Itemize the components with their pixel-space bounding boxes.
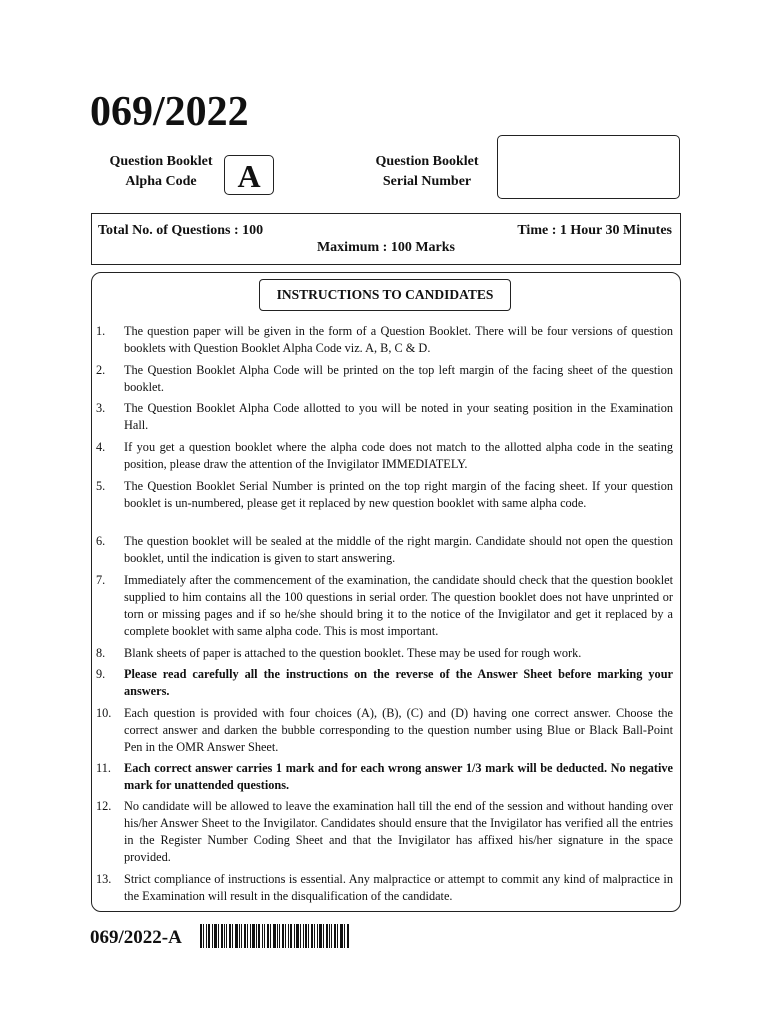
- instruction-number: 10.: [96, 706, 112, 720]
- instruction-item: [96, 645, 673, 662]
- instruction-item: [96, 572, 673, 640]
- alpha-code-box: A: [224, 155, 274, 195]
- instruction-number: 11.: [96, 761, 111, 775]
- instruction-text: The Question Booklet Serial Number is printed on the top right margin of the facing sheet. If your question booklet is un-numbered, please get it replaced by new question booklet with same alpha code.: [124, 479, 673, 510]
- maximum-marks: Maximum : 100 Marks: [316, 240, 456, 255]
- instruction-text: Please read carefully all the instructions on the reverse of the Answer Sheet before marking your answers.: [124, 667, 673, 698]
- instruction-item: [96, 760, 673, 794]
- instructions-heading: INSTRUCTIONS TO CANDIDATES: [259, 279, 511, 311]
- serial-number-box: [497, 135, 680, 199]
- barcode: [200, 924, 350, 948]
- serial-number-label: [364, 152, 490, 192]
- footer-paper-code: 069/2022-A: [90, 927, 182, 948]
- instruction-number: 12.: [96, 799, 112, 813]
- alpha-code-label: [100, 152, 222, 192]
- alpha-code-label-line2: Alpha Code: [125, 174, 197, 189]
- serial-label-line1: Question Booklet: [375, 154, 479, 169]
- instruction-text: Each question is provided with four choices (A), (B), (C) and (D) having one correct answer. Choose the correct answer and darken the bubble corresponding to the question number using Blue or Black Ball-Point Pen in the OMR Answer Sheet.: [124, 706, 673, 754]
- exam-info-box: [91, 213, 681, 265]
- instruction-number: 1.: [96, 324, 106, 338]
- instruction-item: [96, 439, 673, 473]
- instruction-number: 6.: [96, 534, 106, 548]
- instruction-item: [96, 705, 673, 756]
- instruction-text: If you get a question booklet where the alpha code does not match to the allotted alpha code in the seating position, please draw the attention of the Invigilator IMMEDIATELY.: [124, 440, 673, 471]
- instruction-item: [96, 871, 673, 905]
- instruction-text: The question paper will be given in the form of a Question Booklet. There will be four versions of question booklets with Question Booklet Alpha Code viz. A, B, C & D.: [124, 324, 673, 355]
- instruction-number: 5.: [96, 479, 106, 493]
- instruction-text: The Question Booklet Alpha Code allotted to you will be noted in your seating position in the Examination Hall.: [124, 401, 673, 432]
- instruction-item: [96, 362, 673, 396]
- instruction-text: Blank sheets of paper is attached to the question booklet. These may be used for rough work.: [124, 646, 582, 660]
- instruction-number: 9.: [96, 667, 106, 681]
- instruction-number: 8.: [96, 646, 106, 660]
- instruction-text: The question booklet will be sealed at the middle of the right margin. Candidate should not open the question booklet, until the indication is given to start answering.: [124, 534, 673, 565]
- total-questions: Total No. of Questions : 100: [98, 223, 264, 238]
- instruction-item: [96, 533, 673, 567]
- time-allowed: Time : 1 Hour 30 Minutes: [517, 223, 672, 238]
- instruction-text: The Question Booklet Alpha Code will be printed on the top left margin of the facing sheet of the question booklet.: [124, 363, 673, 394]
- instruction-number: 4.: [96, 440, 106, 454]
- instruction-number: 3.: [96, 401, 106, 415]
- instruction-text: Each correct answer carries 1 mark and for each wrong answer 1/3 mark will be deducted. No negative mark for unattended questions.: [124, 761, 673, 792]
- alpha-code-label-line1: Question Booklet: [109, 154, 213, 169]
- instruction-text: Immediately after the commencement of the examination, the candidate should check that the question booklet supplied to him contains all the 100 questions in serial order. The question booklet does not have unprinted or torn or missing pages and if so he/she should bring it to the notice of the Invigilator and get it replaced by a complete booklet with same alpha code. This is most important.: [124, 573, 673, 638]
- instruction-text: Strict compliance of instructions is essential. Any malpractice or attempt to commit any kind of malpractice in the Examination will result in the disqualification of the candidate.: [124, 872, 673, 903]
- instruction-item: [96, 798, 673, 866]
- paper-code-title: 069/2022: [90, 89, 249, 135]
- instruction-item: [96, 478, 673, 512]
- instruction-number: 13.: [96, 872, 112, 886]
- instruction-item: [96, 400, 673, 434]
- instruction-number: 2.: [96, 363, 106, 377]
- serial-label-line2: Serial Number: [382, 174, 472, 189]
- instruction-item: [96, 666, 673, 700]
- instruction-text: No candidate will be allowed to leave the examination hall till the end of the session and without handing over his/her Answer Sheet to the Invigilator. Candidates should ensure that the Invigilator has verified all the entries in the Register Number Coding Sheet and that the Invigilator has affixed his/her signature in the space provided.: [124, 799, 673, 864]
- instruction-item: [96, 323, 673, 357]
- instruction-number: 7.: [96, 573, 106, 587]
